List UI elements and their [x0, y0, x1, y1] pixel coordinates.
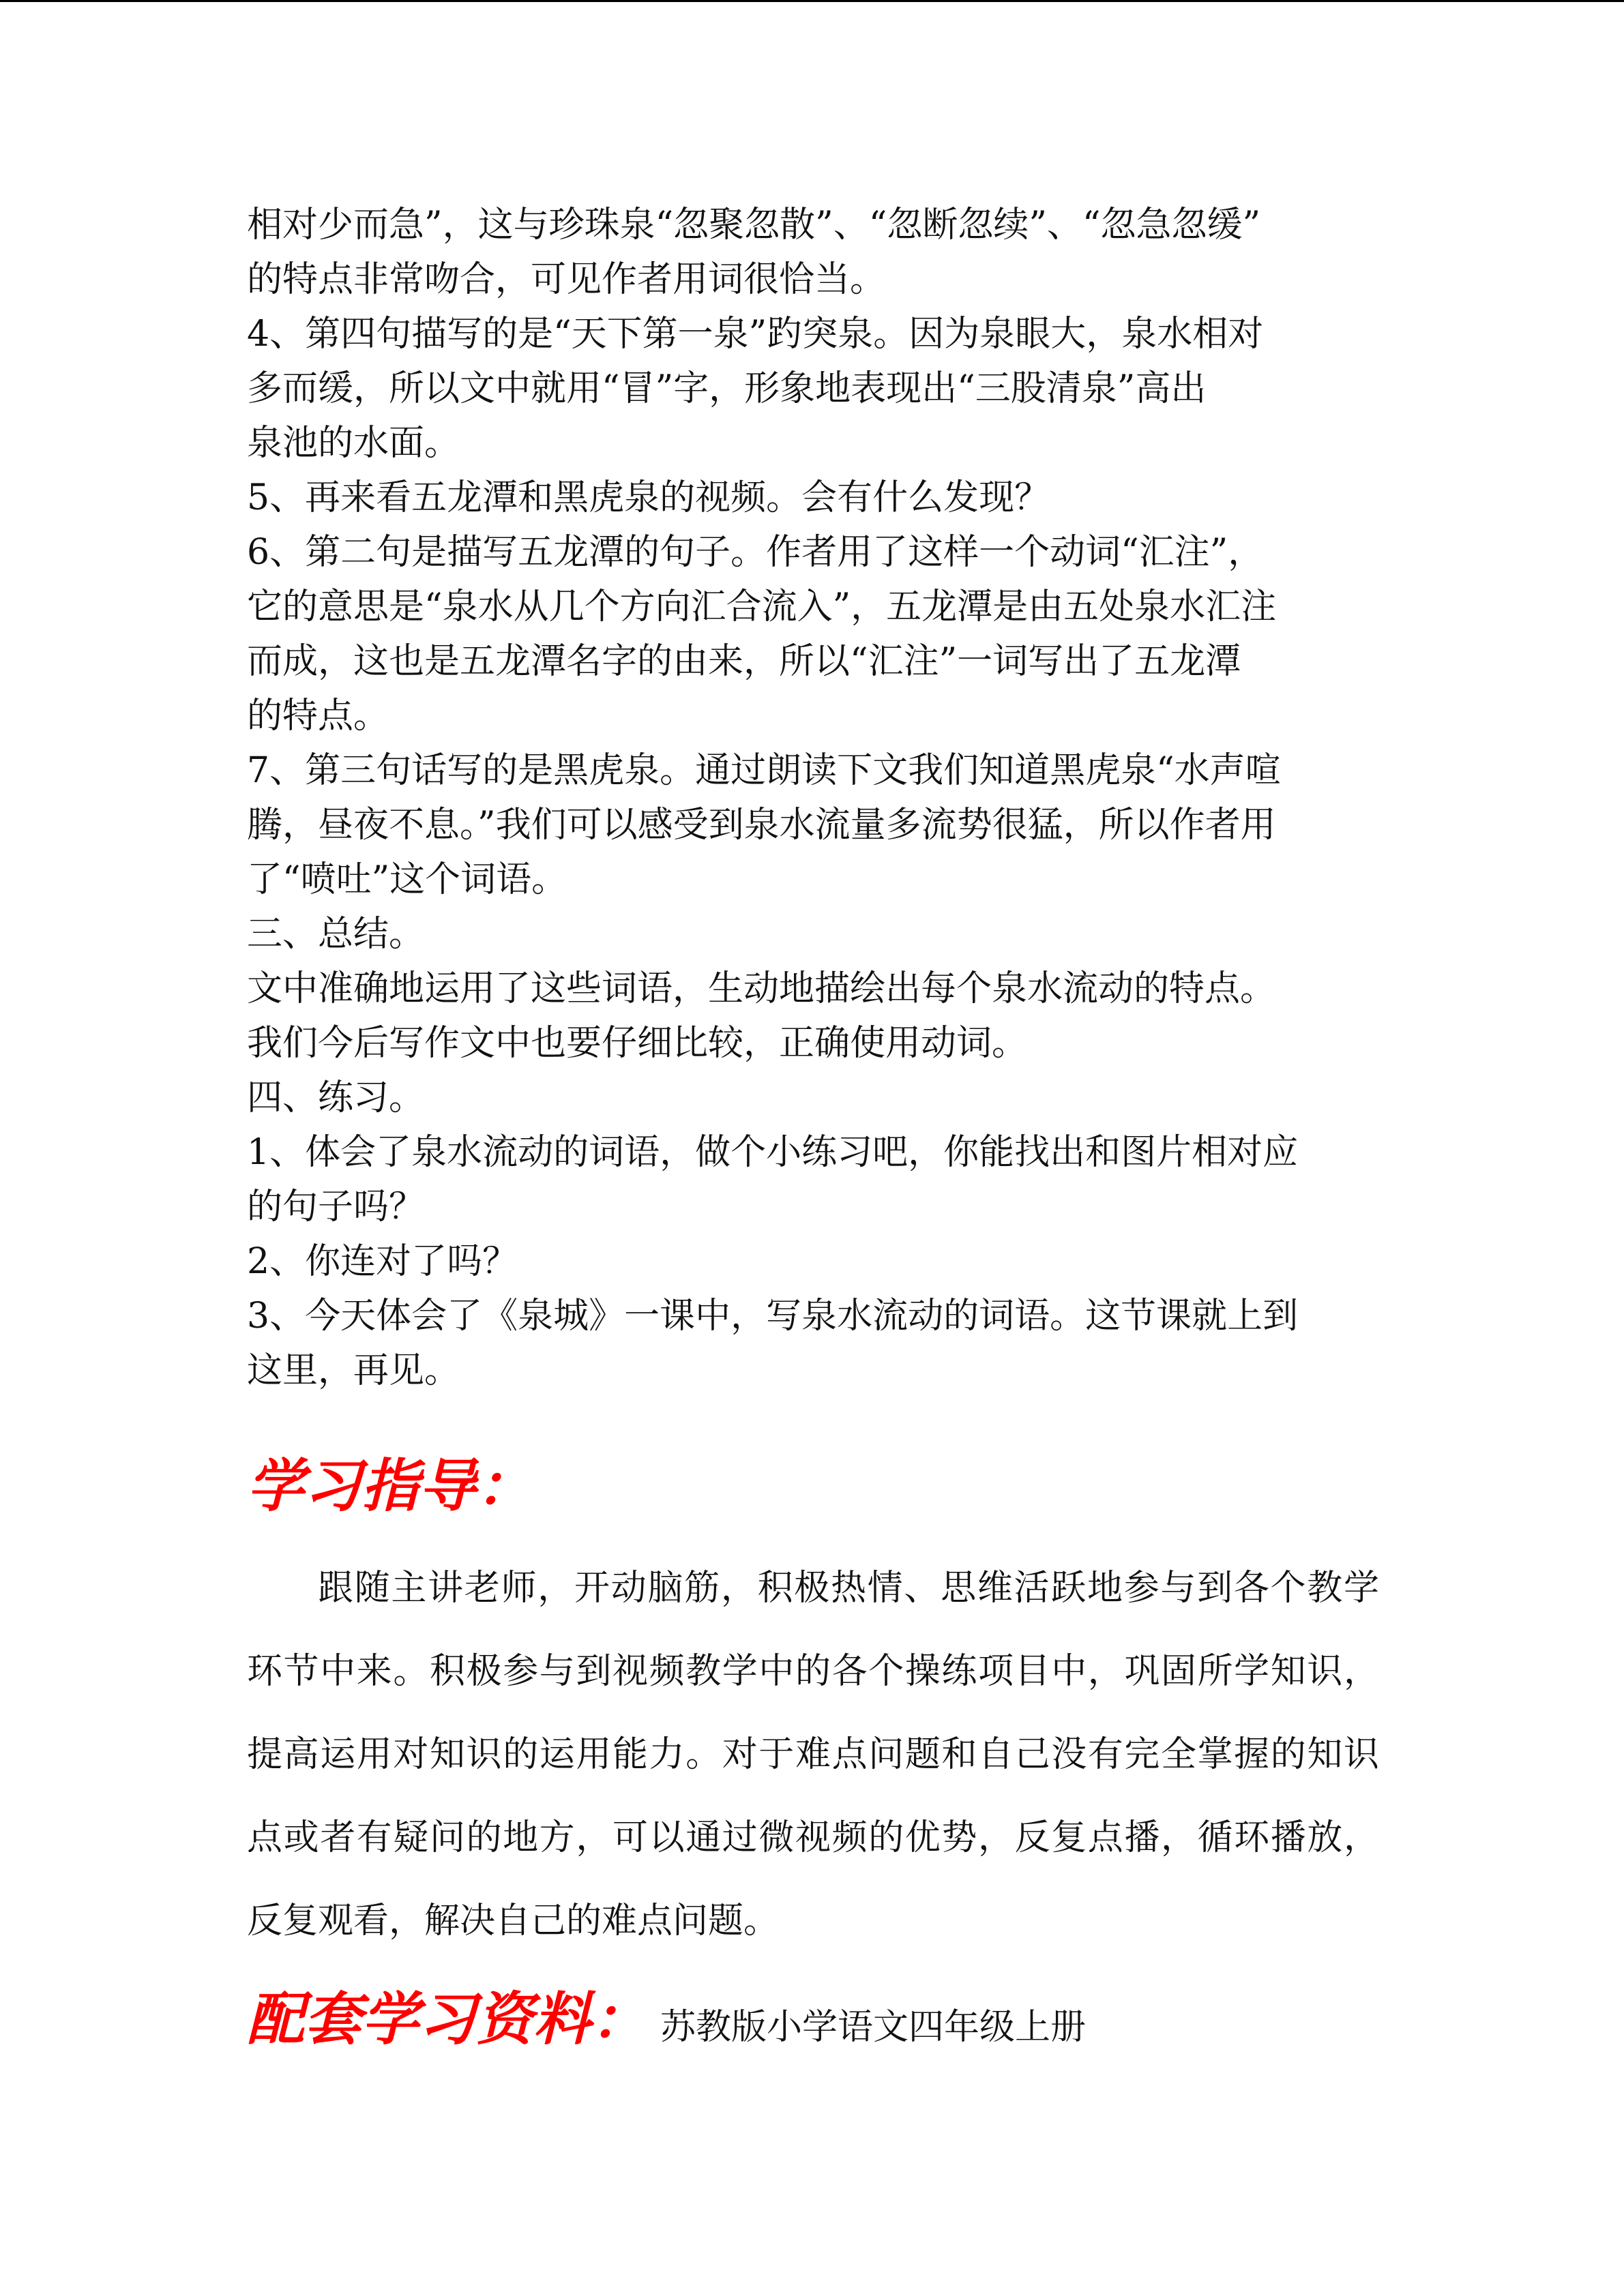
lesson-line: 文中准确地运用了这些词语，生动地描绘出每个泉水流动的特点。 [247, 968, 1276, 1009]
lesson-line: 的句子吗？ [247, 1187, 425, 1227]
lesson-line: 4、第四句描写的是“天下第一泉”趵突泉。因为泉眼大，泉水相对 [247, 314, 1264, 355]
learning-guide-heading: 学习指导： [247, 1452, 534, 1519]
lesson-line: 它的意思是“泉水从几个方向汇合流入”，五龙潭是由五处泉水汇注 [247, 586, 1277, 627]
document-content [247, 198, 1379, 2057]
lesson-line: 腾，昼夜不息。”我们可以感受到泉水流量多流势很猛，所以作者用 [247, 805, 1276, 846]
lesson-body [247, 198, 1379, 1398]
lesson-line: 7、第三句话写的是黑虎泉。通过朗读下文我们知道黑虎泉“水声喧 [247, 750, 1281, 791]
lesson-line: 多而缓，所以文中就用“冒”字，形象地表现出“三股清泉”高出 [247, 368, 1207, 409]
learning-guide-text: 跟随主讲老师，开动脑筋，积极热情、思维活跃地参与到各个教学环节中来。积极参与到视频教学中的各个操练项目中，巩固所学知识，提高运用对知识的运用能力。对于难点问题和自己没有完全掌握的知识点或者有疑问的地方，可以通过微视频的优势，反复点播，循环播放，反复观看，解决自己的难点问题。 [247, 1568, 1379, 1941]
lesson-line: 四、练习。 [247, 1077, 425, 1118]
lesson-line: 泉池的水面。 [247, 423, 460, 464]
materials-value: 苏教版小学语文四年级上册 [660, 2007, 1087, 2048]
lesson-line: 的特点。 [247, 696, 389, 736]
lesson-line: 6、第二句是描写五龙潭的句子。作者用了这样一个动词“汇注”， [247, 532, 1264, 573]
lesson-line: 的特点非常吻合，可见作者用词很恰当。 [247, 259, 886, 300]
lesson-line: 这里，再见。 [247, 1350, 460, 1391]
lesson-line: 3、今天体会了《泉城》一课中，写泉水流动的词语。这节课就上到 [247, 1296, 1299, 1337]
lesson-line: 2、你连对了吗？ [247, 1241, 518, 1282]
lesson-line: 1、体会了泉水流动的词语，做个小练习吧，你能找出和图片相对应 [247, 1132, 1299, 1173]
materials-line [247, 1982, 1379, 2057]
lesson-line: 5、再来看五龙潭和黑虎泉的视频。会有什么发现？ [247, 477, 1050, 518]
lesson-line: 三、总结。 [247, 914, 425, 955]
materials-heading: 配套学习资料： [247, 1986, 649, 2053]
top-border-line [0, 0, 1624, 2]
lesson-line: 而成，这也是五龙潭名字的由来，所以“汇注”一词写出了五龙潭 [247, 641, 1241, 682]
lesson-line: 相对少而急”，这与珍珠泉“忽聚忽散”、“忽断忽续”、“忽急忽缓” [247, 205, 1261, 245]
lesson-line: 了“喷吐”这个词语。 [247, 859, 567, 900]
lesson-line: 我们今后写作文中也要仔细比较，正确使用动词。 [247, 1023, 1028, 1064]
